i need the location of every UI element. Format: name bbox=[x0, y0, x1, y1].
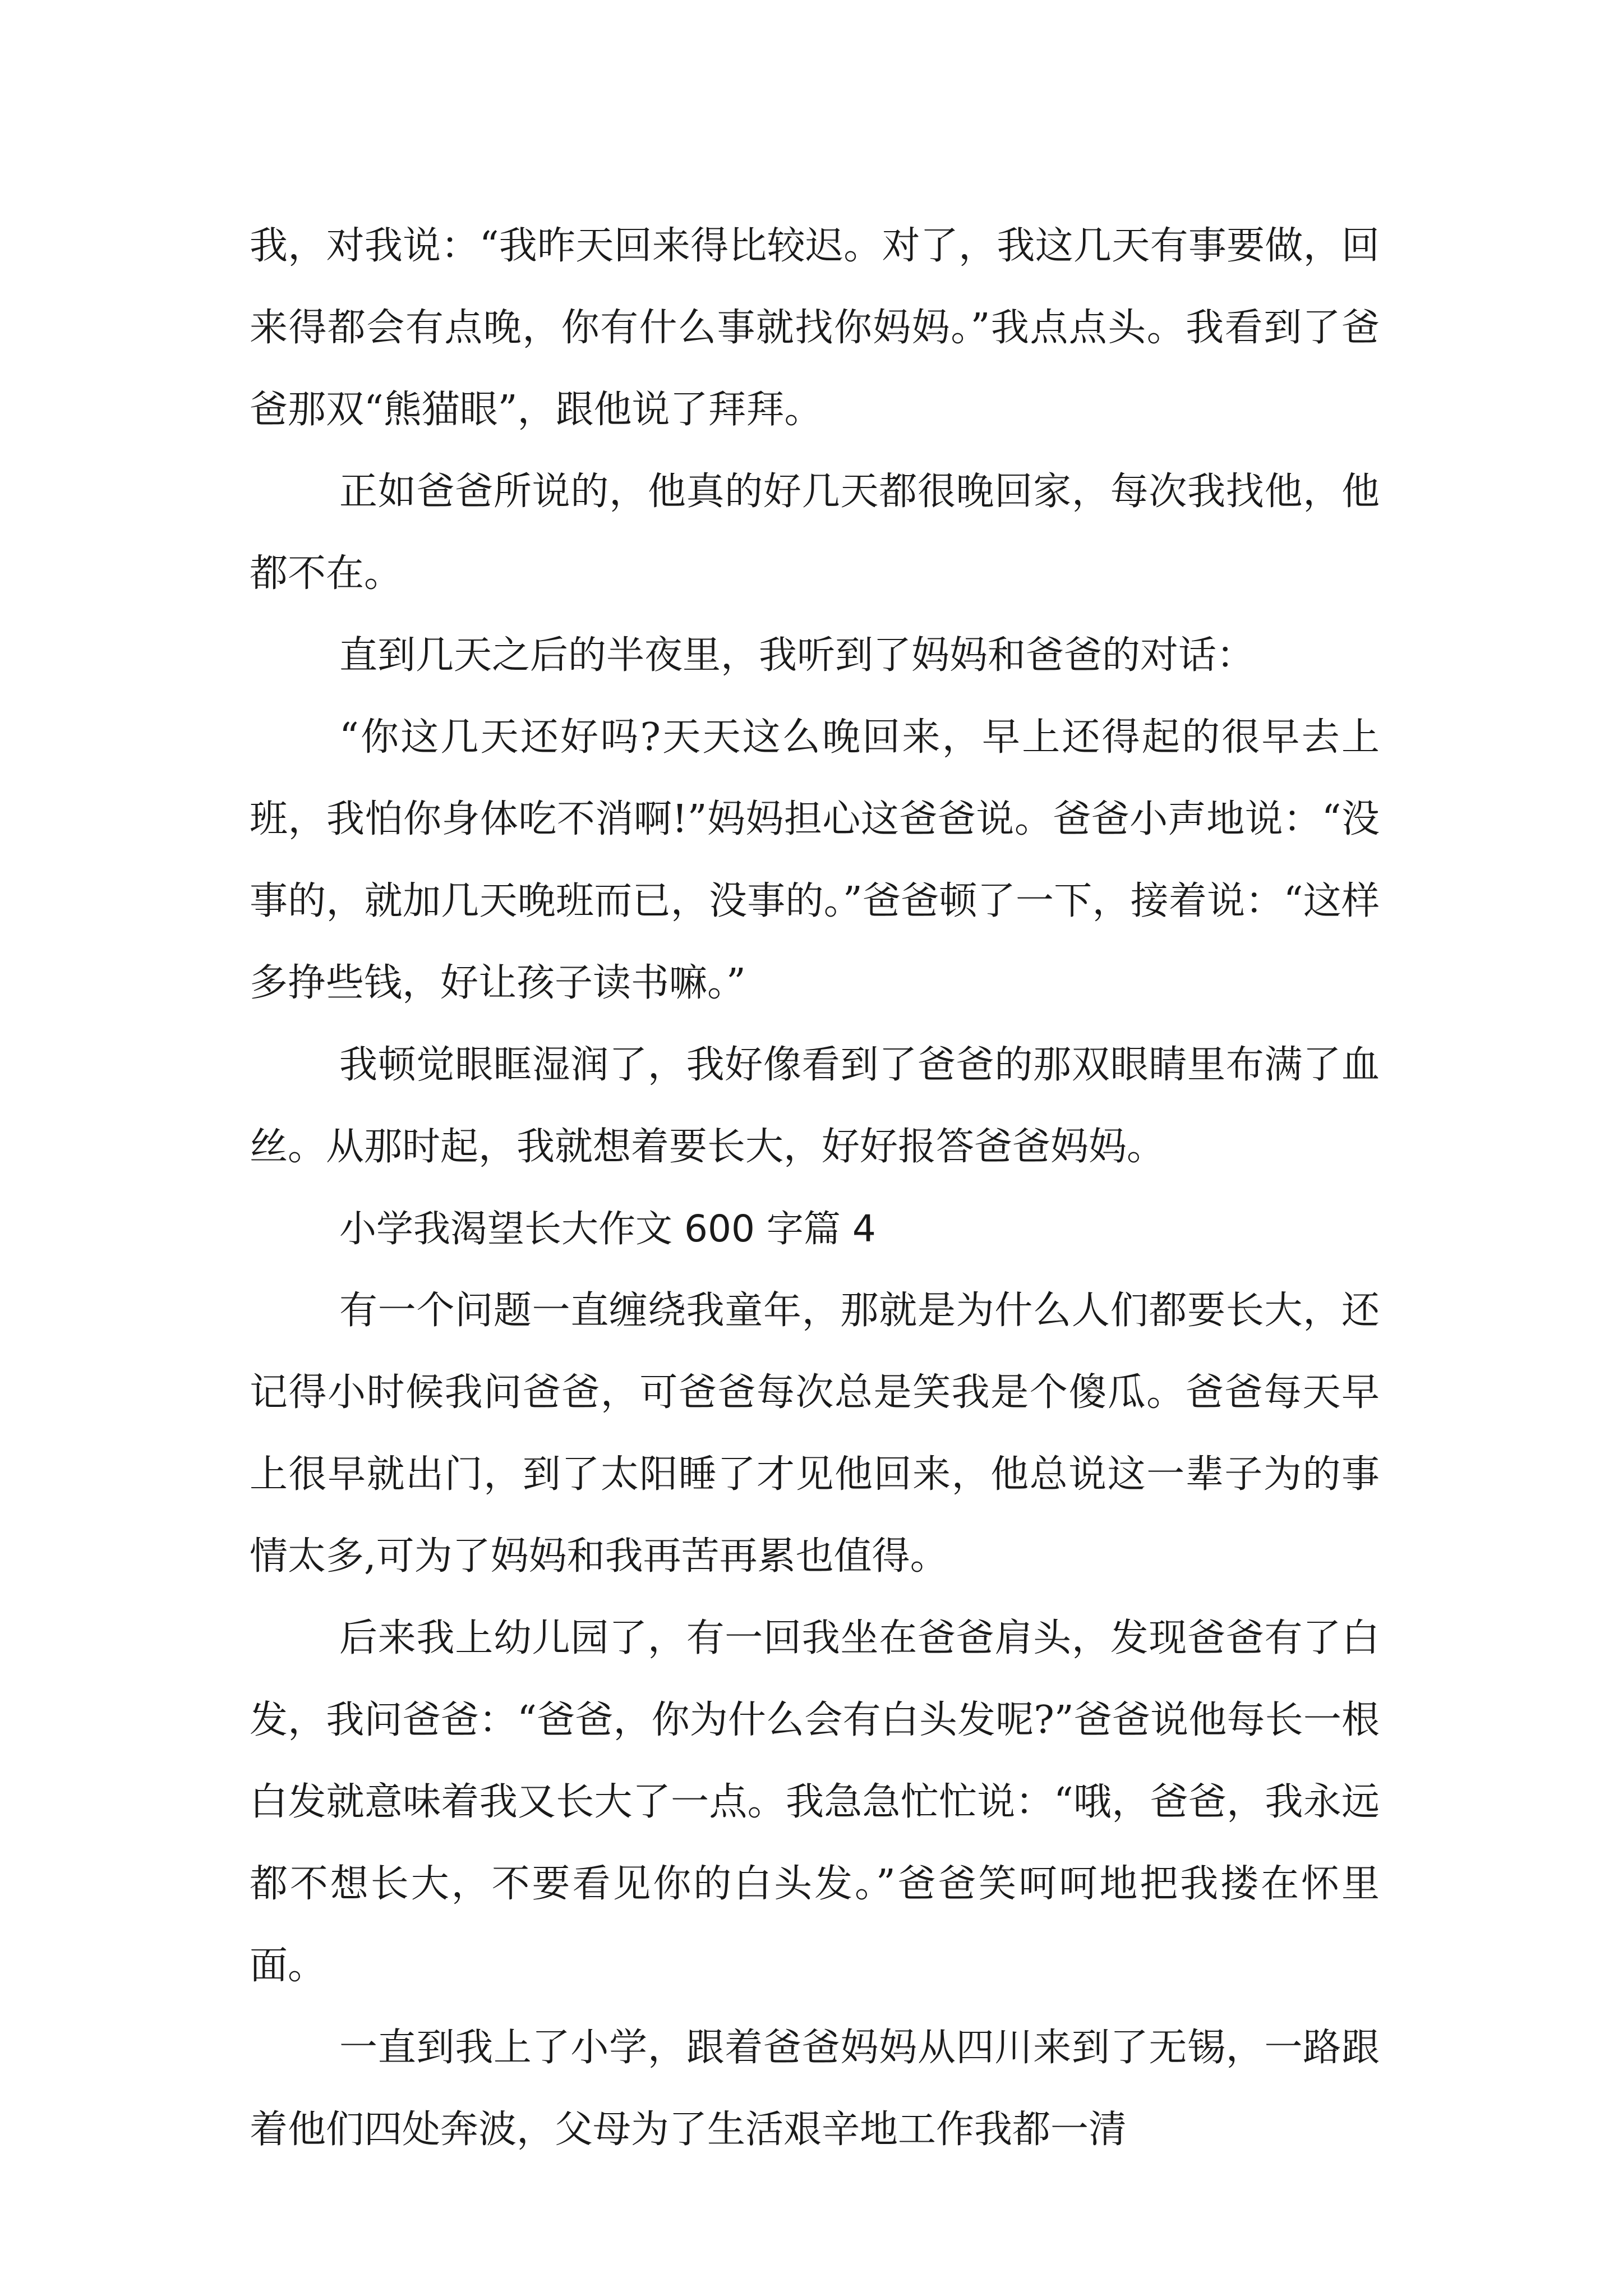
paragraph-2: 正如爸爸所说的，他真的好几天都很晚回家，每次我找他，他都不在。 bbox=[250, 470, 1380, 596]
paragraph-4: “你这几天还好吗?天天这么晚回来，早上还得起的很早去上班，我怕你身体吃不消啊!”妈妈担心这爸爸说。爸爸小声地说：“没事的，就加几天晚班而已，没事的。”爸爸顿了一下，接着说：“这样多挣些钱，好让孩子读书嘛。” bbox=[250, 715, 1380, 1005]
paragraph-5: 我顿觉眼眶湿润了，我好像看到了爸爸的那双眼睛里布满了血丝。从那时起，我就想着要长大，好好报答爸爸妈妈。 bbox=[250, 1043, 1380, 1169]
paragraph-7: 后来我上幼儿园了，有一回我坐在爸爸肩头，发现爸爸有了白发，我问爸爸：“爸爸，你为什么会有白头发呢?”爸爸说他每长一根白发就意味着我又长大了一点。我急急忙忙说：“哦，爸爸，我永远都不想长大，不要看见你的白头发。”爸爸笑呵呵地把我搂在怀里面。 bbox=[250, 1616, 1380, 1988]
paragraph-1: 我，对我说：“我昨天回来得比较迟。对了，我这几天有事要做，回来得都会有点晚，你有什么事就找你妈妈。”我点点头。我看到了爸爸那双“熊猫眼”，跟他说了拜拜。 bbox=[250, 224, 1380, 432]
paragraph-3: 直到几天之后的半夜里，我听到了妈妈和爸爸的对话： bbox=[339, 633, 1255, 678]
paragraph-8: 一直到我上了小学，跟着爸爸妈妈从四川来到了无锡，一路跟着他们四处奔波，父母为了生活艰辛地工作我都一清 bbox=[250, 2026, 1380, 2152]
document-body bbox=[250, 205, 1380, 2171]
section-heading: 小学我渴望长大作文 600 字篇 4 bbox=[339, 1207, 876, 1250]
paragraph-6: 有一个问题一直缠绕我童年，那就是为什么人们都要长大，还记得小时候我问爸爸，可爸爸每次总是笑我是个傻瓜。爸爸每天早上很早就出门，到了太阳睡了才见他回来，他总说这一辈子为的事情太多,可为了妈妈和我再苦再累也值得。 bbox=[250, 1289, 1380, 1579]
